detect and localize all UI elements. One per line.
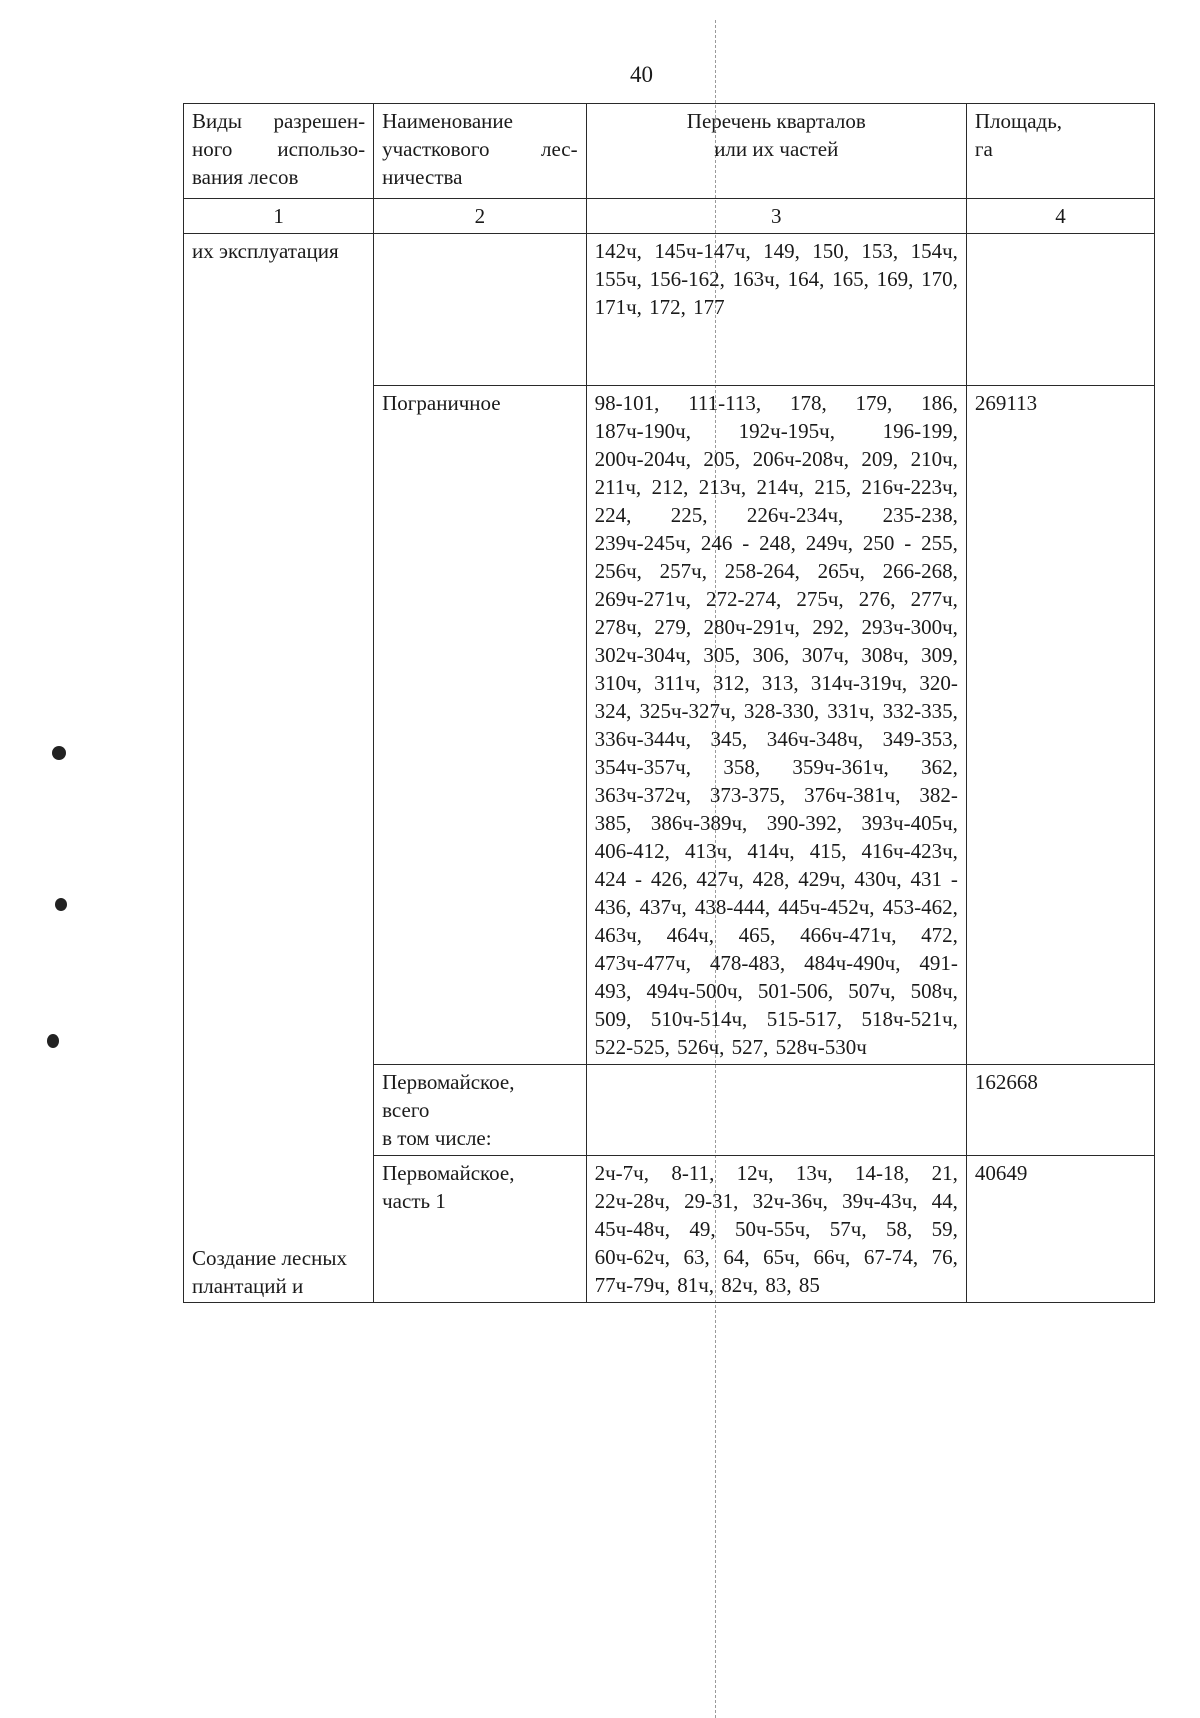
forest-use-table: [183, 103, 1155, 1303]
column-number: 4: [966, 199, 1154, 234]
scan-speck: [52, 746, 66, 760]
quarters-cell: [586, 1065, 966, 1156]
area-cell: [966, 234, 1154, 386]
header-forestry-line: ничества: [382, 165, 463, 189]
quarters-cell: 98-101, 111-113, 178, 179, 186, 187ч-190ч, 192ч-195ч, 196-199, 200ч-204ч, 205, 206ч-208ч, 209, 210ч, 211ч, 212, 213ч, 214ч, 215, 216ч-223ч, 224, 225, 226ч-234ч, 235-238, 239ч-245ч, 246 - 248, 249ч, 250 - 255, 256ч, 257ч, 258-264, 265ч, 266-268, 269ч-271ч, 272-274, 275ч, 276, 277ч, 278ч, 279, 280ч-291ч, 292, 293ч-300ч, 302ч-304ч, 305, 306, 307ч, 308ч, 309, 310ч, 311ч, 312, 313, 314ч-319ч, 320-324, 325ч-327ч, 328-330, 331ч, 332-335, 336ч-344ч, 345, 346ч-348ч, 349-353, 354ч-357ч, 358, 359ч-361ч, 362, 363ч-372ч, 373-375, 376ч-381ч, 382-385, 386ч-389ч, 390-392, 393ч-405ч, 406-412, 413ч, 414ч, 415, 416ч-423ч, 424 - 426, 427ч, 428, 429ч, 430ч, 431 - 436, 437ч, 438-444, 445ч-452ч, 453-462, 463ч, 464ч, 465, 466ч-471ч, 472, 473ч-477ч, 478-483, 484ч-490ч, 491-493, 494ч-500ч, 501-506, 507ч, 508ч, 509, 510ч-514ч, 515-517, 518ч-521ч, 522-525, 526ч, 527, 528ч-530ч: [586, 386, 966, 1065]
area-cell: 269113: [966, 386, 1154, 1065]
forestry-cell: [374, 1065, 587, 1156]
header-quarters-list: [586, 104, 966, 199]
table-header-row: [184, 104, 1155, 199]
header-forestry-line: участкового лес-: [382, 137, 578, 161]
page-number: 40: [630, 62, 653, 87]
header-area: [966, 104, 1154, 199]
header-use-type: [184, 104, 374, 199]
header-area-line: га: [974, 137, 993, 161]
forestry-cell: [374, 1156, 587, 1303]
forestry-cell: [374, 234, 587, 386]
use-type-top-text: их эксплуатация: [192, 239, 339, 263]
area-cell: 162668: [966, 1065, 1154, 1156]
header-use-type-line: вания лесов: [192, 165, 299, 189]
table-row: [184, 234, 1155, 386]
forestry-line: всего: [382, 1098, 430, 1122]
use-type-cell: [184, 234, 374, 1303]
header-forestry-line: Наименование: [382, 109, 513, 133]
header-use-type-line: ного использо-: [192, 137, 366, 161]
header-area-line: Площадь,: [974, 109, 1063, 133]
column-number-row: [184, 199, 1155, 234]
forestry-line: Первомайское,: [382, 1070, 515, 1094]
forestry-cell: Пограничное: [374, 386, 587, 1065]
quarters-cell: 142ч, 145ч-147ч, 149, 150, 153, 154ч, 155ч, 156-162, 163ч, 164, 165, 169, 170, 171ч, 172, 177: [586, 234, 966, 386]
area-cell: 40649: [966, 1156, 1154, 1303]
scan-speck: [47, 1034, 59, 1048]
header-forestry-name: [374, 104, 587, 199]
column-number: 3: [586, 199, 966, 234]
use-type-bottom-text: Создание лесных плантаций и: [192, 1246, 347, 1298]
forestry-line: часть 1: [382, 1189, 446, 1213]
quarters-cell: 2ч-7ч, 8-11, 12ч, 13ч, 14-18, 21, 22ч-28ч, 29-31, 32ч-36ч, 39ч-43ч, 44, 45ч-48ч, 49, 50ч-55ч, 57ч, 58, 59, 60ч-62ч, 63, 64, 65ч, 66ч, 67-74, 76, 77ч-79ч, 81ч, 82ч, 83, 85: [586, 1156, 966, 1303]
forestry-line: в том числе:: [382, 1126, 492, 1150]
header-use-type-line: Виды разрешен-: [192, 109, 366, 133]
header-quarters-line: Перечень кварталов: [686, 109, 866, 133]
column-number: 2: [374, 199, 587, 234]
header-quarters-line: или их частей: [714, 137, 839, 161]
scan-speck: [55, 898, 67, 911]
column-number: 1: [184, 199, 374, 234]
forestry-line: Первомайское,: [382, 1161, 515, 1185]
